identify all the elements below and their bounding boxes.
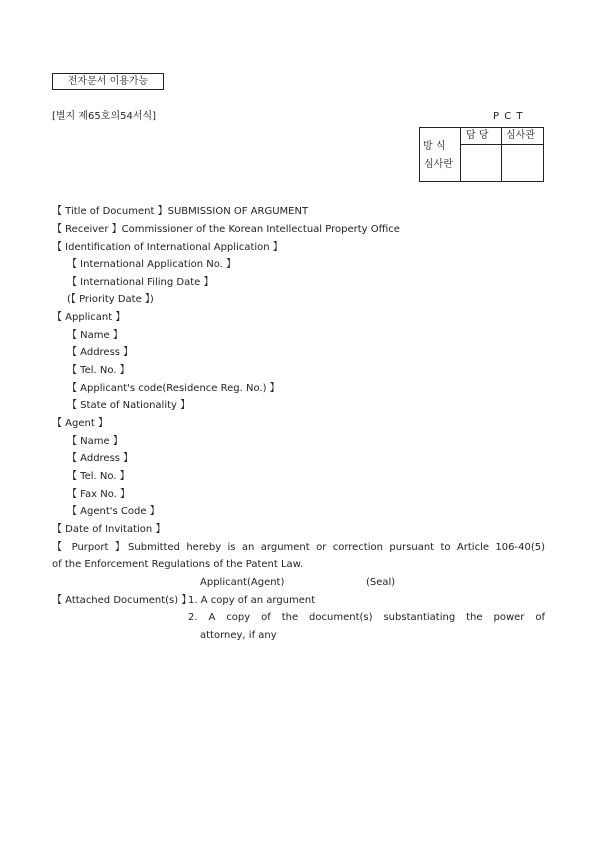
agent-fax: 【 Fax No. 】 (67, 489, 131, 500)
priority-date: (【 Priority Date 】) (67, 294, 154, 305)
identification-heading: 【 Identification of International Application 】 (52, 242, 283, 253)
signature-applicant-agent: Applicant(Agent) (200, 577, 285, 588)
attached-documents-label: 【 Attached Document(s) 】 (52, 595, 192, 606)
receiver: 【 Receiver 】Commissioner of the Korean Intellectual Property Office (52, 224, 400, 235)
applicant-heading: 【 Applicant 】 (52, 312, 126, 323)
applicant-code: 【 Applicant's code(Residence Reg. No.) 】 (67, 383, 280, 394)
agent-code: 【 Agent's Code 】 (67, 506, 160, 517)
applicant-name: 【 Name 】 (67, 330, 123, 341)
stamp-row-label-method: 방 식 (423, 141, 446, 152)
attached-item-1: 1. A copy of an argument (188, 595, 316, 606)
stamp-col-officer: 담 당 (466, 130, 489, 141)
attached-item-2-line-1: 2. A copy of the document(s) substantiating the power of (188, 612, 545, 623)
applicant-nationality: 【 State of Nationality 】 (67, 400, 191, 411)
agent-name: 【 Name 】 (67, 436, 123, 447)
stamp-col-examiner: 심사관 (506, 130, 535, 141)
examination-stamp-box (419, 127, 544, 182)
signature-seal: (Seal) (366, 577, 396, 588)
international-application-no: 【 International Application No. 】 (67, 259, 237, 270)
pct-label: P C T (493, 111, 524, 122)
agent-heading: 【 Agent 】 (52, 418, 108, 429)
title-of-document: 【 Title of Document 】SUBMISSION OF ARGUMENT (52, 206, 309, 217)
applicant-tel: 【 Tel. No. 】 (67, 365, 130, 376)
purport-line-2: of the Enforcement Regulations of the Patent Law. (52, 559, 304, 570)
international-filing-date: 【 International Filing Date 】 (67, 277, 214, 288)
purport-line-1: 【 Purport 】Submitted hereby is an argument or correction pursuant to Article 106-40(5) (52, 542, 545, 553)
form-reference: [별지 제65호의54서식] (52, 111, 157, 122)
stamp-row-label-review: 심사란 (424, 159, 453, 170)
electronic-document-badge: 전자문서 이용가능 (52, 73, 164, 90)
date-of-invitation: 【 Date of Invitation 】 (52, 524, 166, 535)
applicant-address: 【 Address 】 (67, 347, 134, 358)
agent-tel: 【 Tel. No. 】 (67, 471, 130, 482)
agent-address: 【 Address 】 (67, 453, 134, 464)
attached-item-2-line-2: attorney, if any (200, 630, 277, 641)
